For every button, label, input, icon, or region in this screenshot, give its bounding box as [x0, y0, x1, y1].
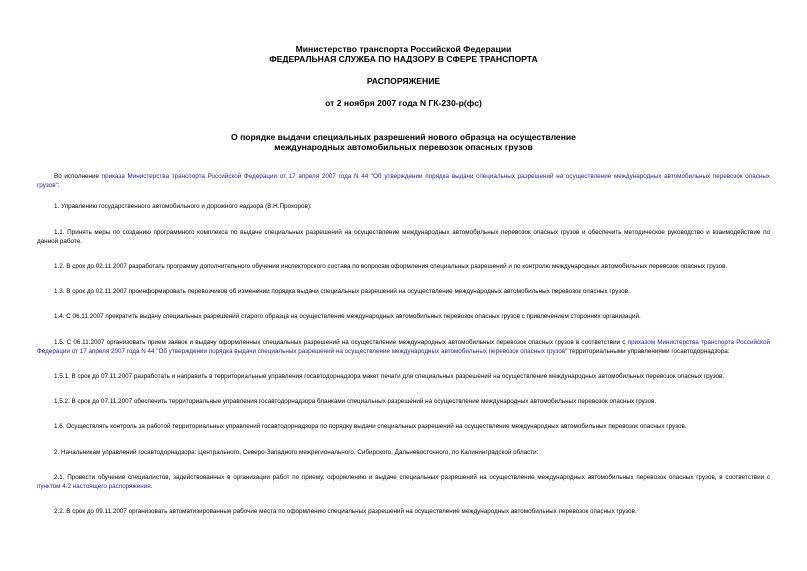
document-page — [37, 44, 770, 516]
paragraph-2-2: 2.2. В срок до 09.11.2007 организовать автоматизированные рабочие места по оформлению специальных разрешений на осуществление международных автомобильных перевозок опасных грузов. — [54, 508, 637, 516]
paragraph-2: 2. Начальникам управлений госавтодорнадзора: Центрального, Северо-Западного межрегионального, Сибирского, Дальневосточного, по Калининградской области: — [54, 448, 539, 456]
document-title-line1: О порядке выдачи специальных разрешений нового образца на осуществление — [231, 132, 576, 142]
document-type: РАСПОРЯЖЕНИЕ — [366, 76, 441, 86]
paragraph-1-5-2: 1.5.2. В срок до 07.11.2007 обеспечить территориальные управления госавтодорнадзора бланками специальных разрешений на осуществление международных автомобильных перевозок опасных грузов. — [54, 398, 657, 406]
paragraph-1-6: 1.6. Осуществлять контроль за работой территориальных управлений госавтодорнадзора по порядку выдачи специальных разрешений на осуществление международных автомобильных перевозок опасных грузов. — [54, 423, 687, 431]
paragraph-1-5-1: 1.5.1. В срок до 07.11.2007 разработать и направить в территориальные управления госавтодорнадзора макет печати для специальных разрешений на осуществление международных автомобильных перевозок опасных грузов. — [54, 373, 725, 381]
paragraph-preamble — [37, 172, 770, 190]
service-name: ФЕДЕРАЛЬНАЯ СЛУЖБА ПО НАДЗОРУ В СФЕРЕ ТРАНСПОРТА — [269, 54, 538, 64]
paragraph-2-1-text: 2.1. Провести обучение специалистов, задействованных в организации работ по приему, оформлению и выдаче специальных разрешений на осуществление международных автомобильных перевозок опасных грузов, в соответствии с — [54, 473, 770, 481]
paragraph-1-2: 1.2. В срок до 02.11.2007 разработать программу дополнительного обучения инспекторского состава по вопросам оформления специальных разрешений и по контролю международных автомобильных перевозок опасных грузов. — [54, 263, 728, 271]
paragraph-1-3: 1.3. В срок до 02.11.2007 проинформировать перевозчиков об изменении порядка выдачи специальных разрешений на осуществление международных автомобильных перевозок опасных грузов. — [54, 288, 630, 296]
paragraph-1-4: 1.4. С 06.11.2007 прекратить выдачу специальных разрешений старого образца на осуществление международных автомобильных перевозок опасных грузов с привлечением сторонних организаций. — [54, 313, 641, 321]
paragraph-1: 1. Управлению государственного автомобильного и дорожного надзора (В.Н.Прохоров): — [54, 203, 312, 211]
paragraph-2-1 — [37, 473, 770, 491]
paragraph-1-1: 1.1. Принять меры по созданию программного комплекса по выдаче специальных разрешений на осуществление международных автомобильных перевозок опасных грузов и обеспечить методическое руководство и взаимодействие по данной работе. — [37, 228, 770, 245]
paragraph-1-5-text: 1.5. С 06.11.2007 организовать прием заявок и выдачу оформленных специальных разрешений на осуществление международных автомобильных перевозок опасных грузов в соответствии с — [54, 338, 628, 346]
paragraph-1-5 — [37, 338, 770, 356]
preamble-text: Во исполнение — [54, 173, 102, 180]
paragraph-1-5-tail: " территориальными управлениями госавтодорнадзора: — [565, 347, 730, 355]
order-44-link[interactable]: приказа Министерства транспорта Российской Федерации от 17 апреля 2007 года N 44 "Об утверждении порядка выдачи специальных разрешений на осуществление международных автомобильных перевозок опасных грузов" — [37, 173, 771, 190]
document-title-line2: международных автомобильных перевозок опасных грузов — [274, 142, 533, 152]
document-date-number: от 2 ноября 2007 года N ГК-230-р(фс) — [325, 98, 482, 108]
point-4-2-link[interactable]: пунктом 4.2 настоящего распоряжения — [37, 483, 151, 491]
ministry-name: Министерство транспорта Российской Федерации — [295, 44, 512, 54]
paragraph-2-1-tail: . — [150, 483, 153, 491]
order-44-link-2[interactable]: приказом Министерства транспорта Российской Федерации от 17 апреля 2007 года N 44 "Об утверждении порядка выдачи специальных разрешений на осуществление международных автомобильных перевозок опасных грузов — [37, 338, 771, 355]
preamble-tail: : — [57, 182, 60, 190]
